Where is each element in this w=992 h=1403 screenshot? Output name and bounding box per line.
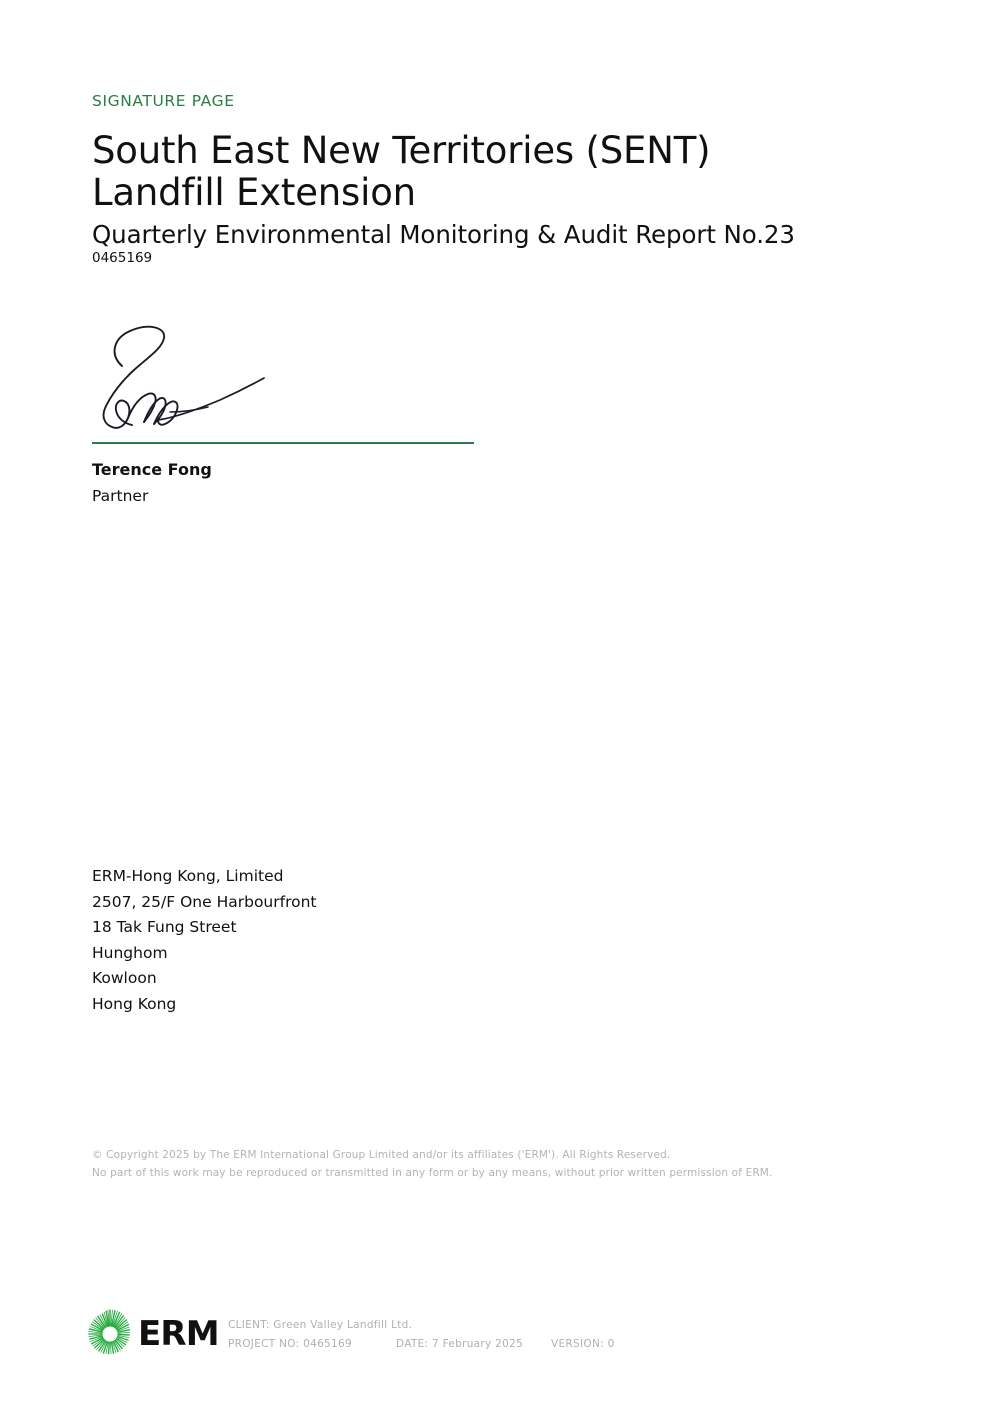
- page-subtitle: Quarterly Environmental Monitoring & Audit Report No.23: [92, 219, 795, 249]
- footer-version: VERSION: 0: [551, 1338, 615, 1350]
- company-address-block: [92, 864, 317, 1017]
- erm-wordmark: ERM: [138, 1314, 219, 1354]
- footer-date: DATE: 7 February 2025: [396, 1338, 524, 1350]
- address-line: Hunghom: [92, 943, 168, 962]
- footer-metadata: [228, 1314, 615, 1354]
- footer-client: CLIENT: Green Valley Landfill Ltd.: [228, 1319, 413, 1331]
- erm-sunburst-logo-icon: [84, 1308, 136, 1360]
- document-reference-number: 0465169: [92, 249, 153, 266]
- footer-client-row: [228, 1316, 615, 1335]
- address-line: Kowloon: [92, 969, 157, 987]
- footer-details-row: [228, 1335, 615, 1354]
- address-line: Hong Kong: [92, 994, 177, 1013]
- page-footer: [84, 1306, 615, 1362]
- address-line: ERM-Hong Kong, Limited: [92, 867, 284, 885]
- title-block: [92, 130, 912, 266]
- page-section-label: SIGNATURE PAGE: [92, 92, 235, 110]
- address-line: 2507, 25/F One Harbourfront: [92, 892, 317, 911]
- signer-name: Terence Fong: [92, 460, 212, 479]
- page-title-line-1: South East New Territories (SENT): [92, 129, 711, 172]
- handwritten-signature-icon: [92, 318, 292, 440]
- copyright-notice: [92, 1146, 773, 1182]
- page-title-line-2: Landfill Extension: [92, 170, 416, 214]
- copyright-line-1: © Copyright 2025 by The ERM International Group Limited and/or its affiliates ('ERM'). All Rights Reserved.: [92, 1149, 671, 1161]
- signature-block: [92, 318, 474, 505]
- erm-logo: [84, 1306, 219, 1362]
- footer-project-no: PROJECT NO: 0465169: [228, 1338, 352, 1350]
- page-title: [92, 130, 912, 214]
- address-line: 18 Tak Fung Street: [92, 918, 237, 936]
- copyright-line-2: No part of this work may be reproduced or transmitted in any form or by any means, without prior written permission of ERM.: [92, 1167, 773, 1179]
- signature-rule-line: [92, 442, 474, 444]
- signer-role: Partner: [92, 487, 149, 505]
